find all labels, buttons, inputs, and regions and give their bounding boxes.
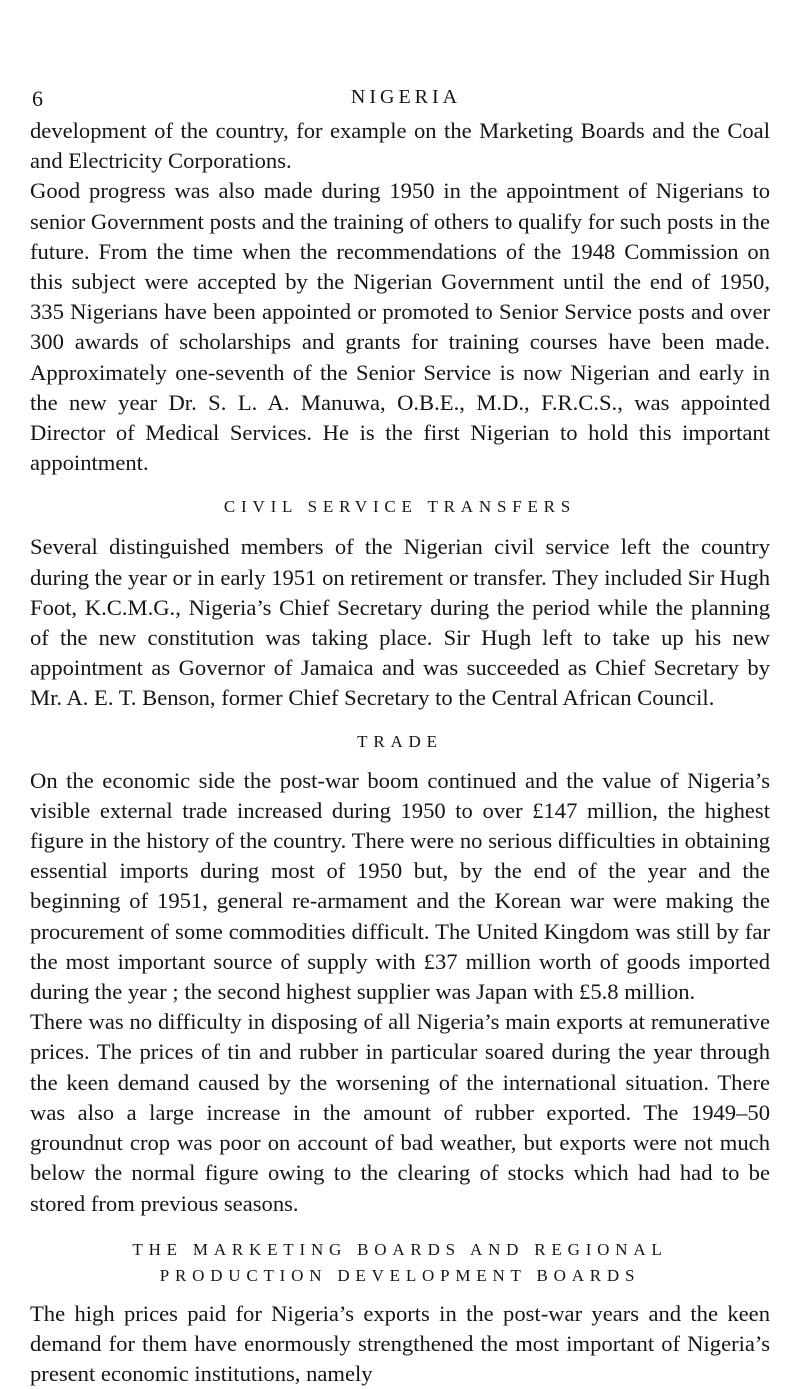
paragraph-nigerian-appointments: Good progress was also made during 1950 in the appointment of Nigerians to senior Government posts and the training of others to qualify for such posts in the future. From the time when the recommendations of the 1948 Commission on this subject were accepted by the Nigerian Government until the end of 1950, 335 Nigerians have been appointed or promoted to Senior Service posts and over 300 awards of scholarships and grants for training courses have been made. Approximately one-seventh of the Senior Service is now Nigerian and early in the new year Dr. S. L. A. Manuwa, O.B.E., M.D., F.R.C.S., was appointed Director of Medical Services. He is the first Nigerian to hold this important appointment. [30,178,770,476]
running-title: NIGERIA [350,86,462,108]
running-head [30,86,770,114]
paragraph-marketing: The high prices paid for Nigeria’s exports in the post-war years and the keen demand for them have enormously strengthened the most important of Nigeria’s present economic institutions, namely [30,1300,770,1387]
heading-marketing-line1: THE MARKETING BOARDS AND REGIONAL [132,1239,668,1259]
paragraph-civil-service: Several distinguished members of the Nigerian civil service left the country during the year or in early 1951 on retirement or transfer. They included Sir Hugh Foot, K.C.M.G., Nigeria’s Chief Secretary during the period while the planning of the new constitution was taking place. Sir Hugh left to take up his new appointment as Governor of Jamaica and was succeeded as Chief Secretary by Mr. A. E. T. Benson, former Chief Secretary to the Central African Council. [30,534,770,711]
body-text [30,116,770,1389]
paragraph-exports: There was no difficulty in disposing of all Nigeria’s main exports at remunerative prices. The prices of tin and rubber in particular soared during the year through the keen demand caused by the worsening of the international situation. There was also a large increase in the amount of rubber exported. The 1949–50 groundnut crop was poor on account of bad weather, but exports were not much below the normal figure owing to the clearing of stocks which had had to be stored from previous seasons. [30,1009,770,1216]
heading-marketing-boards [30,1237,770,1289]
heading-trade: TRADE [357,731,443,751]
heading-marketing-line2: PRODUCTION DEVELOPMENT BOARDS [159,1265,641,1285]
page-number: 6 [32,86,43,111]
paragraph-continuation: development of the country, for example on the Marketing Boards and the Coal and Electricity Corporations. [30,118,770,174]
paragraph-trade-value: On the economic side the post-war boom continued and the value of Nigeria’s visible external trade increased during 1950 to over £147 million, the highest figure in the history of the country. There were no serious difficulties in obtaining essential imports during most of 1950 but, by the end of the year and the beginning of 1951, general re-armament and the Korean war were making the procurement of some commodities difficult. The United Kingdom was still by far the most important source of supply with £37 million worth of goods imported during the year ; the second highest supplier was Japan with £5.8 million. [30,767,770,1005]
heading-civil-service-transfers: CIVIL SERVICE TRANSFERS [223,497,577,517]
